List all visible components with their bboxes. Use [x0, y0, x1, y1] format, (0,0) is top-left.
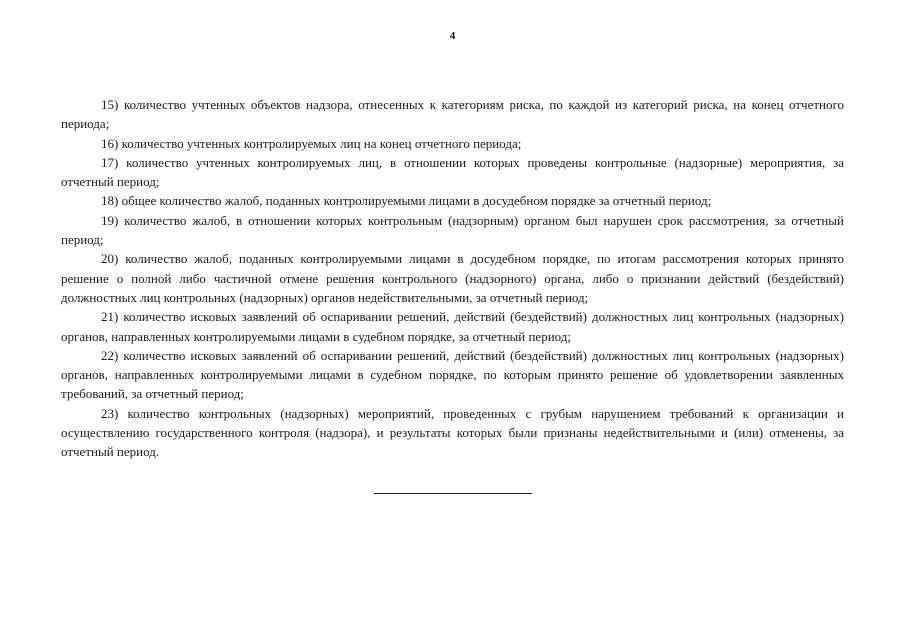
list-item-16: 16) количество учтенных контролируемых лиц на конец отчетного периода; — [101, 135, 522, 151]
list-item-21: 21) количество исковых заявлений об оспаривании решений, действий (бездействий) должностных лиц контрольных (надзорных) органов, направленных контролируемыми лицами в судебном порядке, за отчетный период; — [61, 309, 844, 344]
list-item-22: 22) количество исковых заявлений об оспаривании решений, действий (бездействий) должностных лиц контрольных (надзорных) органов, направленных контролируемыми лицами в судебном порядке, по которым принято решение об удовлетворении заявленных требований, за отчетный период; — [61, 347, 844, 402]
list-item-23: 23) количество контрольных (надзорных) мероприятий, проведенных с грубым нарушением требований к организации и осуществлению государственного контроля (надзора), и результаты которых были признаны недействительными и (или) отменены, за отчетный период. — [61, 405, 844, 460]
document-body — [61, 95, 844, 462]
page-number: 4 — [449, 30, 456, 42]
list-item-15: 15) количество учтенных объектов надзора, отнесенных к категориям риска, по каждой из категорий риска, на конец отчетного периода; — [61, 97, 844, 132]
list-item-20: 20) количество жалоб, поданных контролируемыми лицами в досудебном порядке, по итогам рассмотрения которых принято решение о полной либо частичной отмене решения контрольного (надзорного) органа, либо о признании действий (бездействий) должностных лиц контрольных (надзорных) органов недействительными, за отчетный период; — [61, 251, 844, 305]
list-item-18: 18) общее количество жалоб, поданных контролируемыми лицами в досудебном порядке за отчетный период; — [101, 193, 712, 209]
list-item-17: 17) количество учтенных контролируемых лиц, в отношении которых проведены контрольные (надзорные) мероприятия, за отчетный период; — [61, 154, 844, 190]
list-item-19: 19) количество жалоб, в отношении которых контрольным (надзорным) органом был нарушен срок рассмотрения, за отчетный период; — [61, 212, 844, 248]
end-of-document-line — [374, 493, 532, 494]
